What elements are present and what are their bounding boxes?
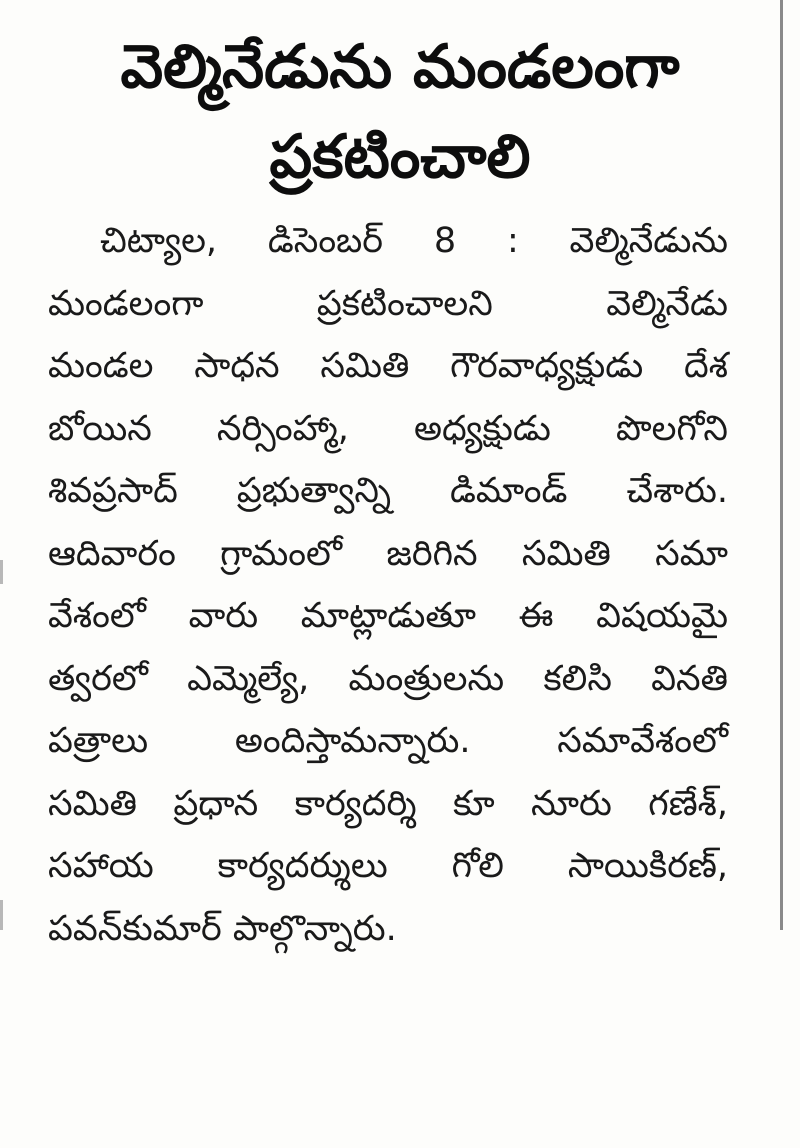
body-line: బోయిన నర్సింహ్మా, అధ్యక్షుడు పొలగోని xyxy=(48,408,728,449)
body-line: పవన్‌కుమార్ పాల్గొన్నారు. xyxy=(48,908,397,949)
cut-off-previous-line xyxy=(40,0,740,14)
body-line: సహాయ కార్యదర్శులు గోలి సాయికిరణ్, xyxy=(48,846,728,886)
headline-line: వెల్మినేడును మండలంగా xyxy=(120,32,680,102)
left-edge-mark xyxy=(0,560,3,584)
article-body xyxy=(48,210,728,960)
body-line: సమితి ప్రధాన కార్యదర్శి కూ నూరు గణేశ్, xyxy=(48,783,728,824)
body-line: త్వరలో ఎమ్మెల్యే, మంత్రులను కలిసి వినతి xyxy=(48,658,728,699)
body-line: పత్రాలు అందిస్తామన్నారు. సమావేశంలో xyxy=(48,721,728,761)
headline xyxy=(40,22,760,202)
body-line: మండల సాధన సమితి గౌరవాధ్యక్షుడు దేశ xyxy=(48,346,728,386)
body-line: మండలంగా ప్రకటించాలని వెల్మినేడు xyxy=(48,283,728,324)
body-line: శివప్రసాద్ ప్రభుత్వాన్ని డిమాండ్ చేశారు. xyxy=(48,471,728,511)
body-line: చిట్యాల, డిసెంబర్ 8 : వెల్మినేడును xyxy=(100,221,728,261)
column-divider xyxy=(780,0,783,930)
headline-line: ప్రకటించాలి xyxy=(269,122,531,192)
body-line: వేశంలో వారు మాట్లాడుతూ ఈ విషయమై xyxy=(48,596,728,636)
body-line: ఆదివారం గ్రామంలో జరిగిన సమితి సమా xyxy=(48,533,728,574)
left-edge-mark xyxy=(0,900,3,930)
